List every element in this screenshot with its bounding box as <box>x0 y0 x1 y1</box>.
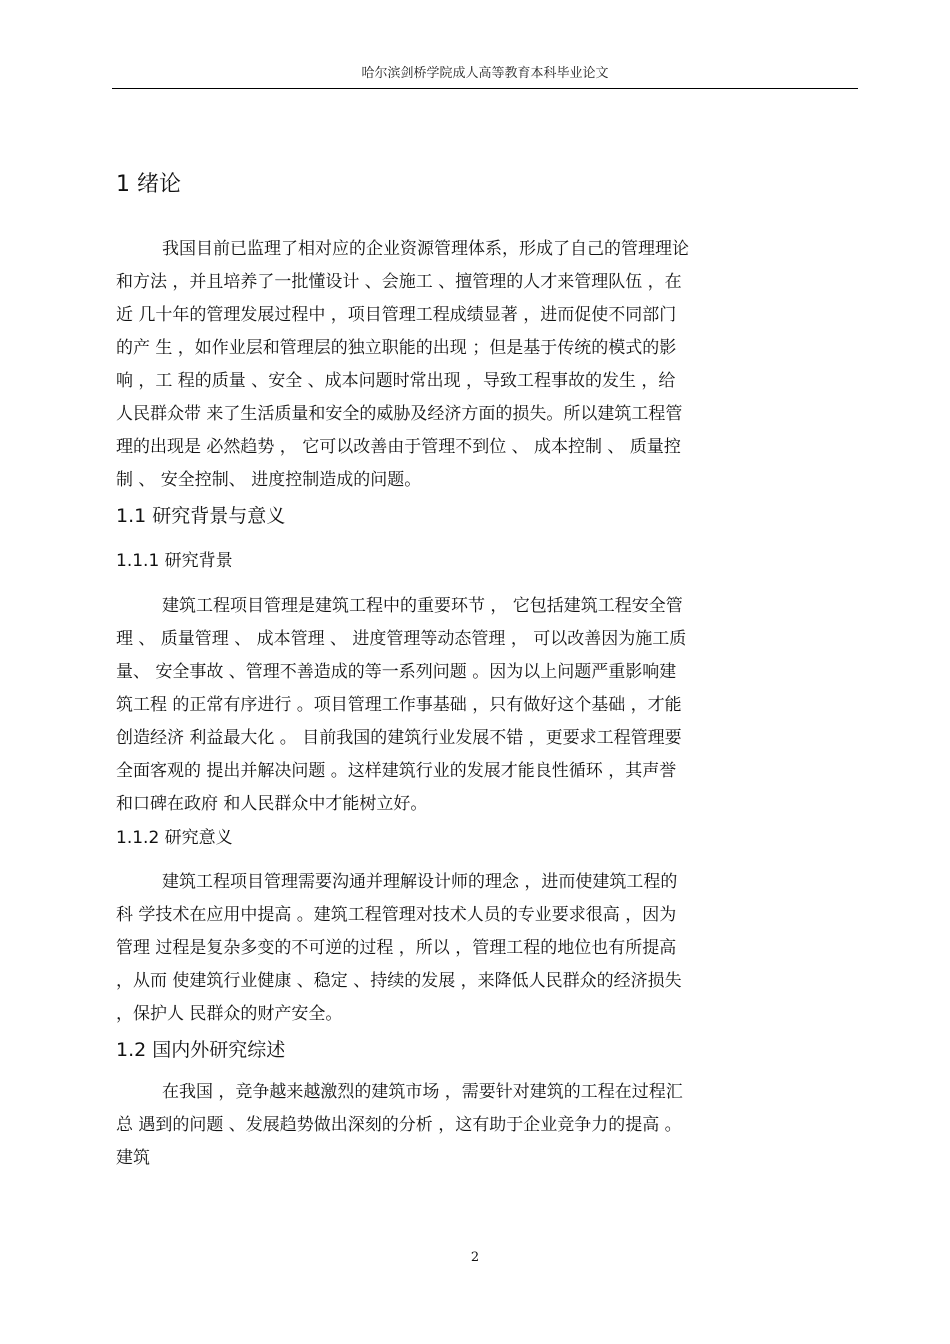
text-line: 近 几十年的管理发展过程中 ，项目管理工程成绩显著 ，进而促使不同部门 <box>116 305 677 325</box>
text-line: 创造经济 利益最大化 。 目前我国的建筑行业发展不错 ，更要求工程管理要 <box>116 728 682 748</box>
text-line: 人民群众带 来了生活质量和安全的威胁及经济方面的损失。所以建筑工程管 <box>116 404 683 424</box>
significance-paragraph <box>116 866 860 1031</box>
subsection-heading: 1.1.2 研究意义 <box>116 828 233 848</box>
text-line: 和方法 ，并且培养了一批懂设计 、会施工 、擅管理的人才来管理队伍 ，在 <box>116 272 682 292</box>
text-line: 全面客观的 提出并解决问题 。这样建筑行业的发展才能良性循环 ，其声誉 <box>116 761 677 781</box>
text-line: 筑工程 的正常有序进行 。项目管理工作事基础 ，只有做好这个基础 ，才能 <box>116 695 682 715</box>
chapter-title: 1 绪论 <box>116 172 181 197</box>
background-paragraph <box>116 590 860 821</box>
text-line: 响 ，工 程的质量 、安全 、成本问题时常出现 ，导致工程事故的发生 ，给 <box>116 371 676 391</box>
text-line: 总 遇到的问题 、发展趋势做出深刻的分析 ，这有助于企业竞争力的提高 。 <box>116 1115 682 1135</box>
text-line: 理的出现是 必然趋势 ， 它可以改善由于管理不到位 、 成本控制 、 质量控 <box>116 437 681 457</box>
text-line: 制 、 安全控制、 进度控制造成的问题。 <box>116 470 422 490</box>
text-line: 建筑 <box>116 1148 150 1168</box>
text-line: 我国目前已监理了相对应的企业资源管理体系，形成了自己的管理理论 <box>162 239 689 259</box>
header-rule <box>112 88 858 89</box>
text-line: 量、 安全事故 、管理不善造成的等一系列问题 。因为以上问题严重影响建 <box>116 662 677 682</box>
text-line: 和口碑在政府 和人民群众中才能树立好。 <box>116 794 428 814</box>
intro-paragraph <box>116 233 860 497</box>
page-number: 2 <box>470 1250 480 1265</box>
text-line: 的产 生 ，如作业层和管理层的独立职能的出现 ；但是基于传统的模式的影 <box>116 338 677 358</box>
text-line: ，保护人 民群众的财产安全。 <box>116 1004 343 1024</box>
text-line: 建筑工程项目管理需要沟通并理解设计师的理念 ，进而使建筑工程的 <box>162 872 678 892</box>
text-line: 建筑工程项目管理是建筑工程中的重要环节 ， 它包括建筑工程安全管 <box>162 596 683 616</box>
section-heading: 1.2 国内外研究综述 <box>116 1039 286 1061</box>
text-line: 在我国 ，竞争越来越激烈的建筑市场 ，需要针对建筑的工程在过程汇 <box>162 1082 683 1102</box>
text-line: 理 、 质量管理 、 成本管理 、 进度管理等动态管理 ， 可以改善因为施工质 <box>116 629 687 649</box>
running-header: 哈尔滨剑桥学院成人高等教育本科毕业论文 <box>361 66 609 81</box>
review-paragraph <box>116 1076 860 1175</box>
subsection-heading: 1.1.1 研究背景 <box>116 551 233 571</box>
text-line: ，从而 使建筑行业健康 、稳定 、持续的发展 ，来降低人民群众的经济损失 <box>116 971 682 991</box>
text-line: 科 学技术在应用中提高 。建筑工程管理对技术人员的专业要求很高 ，因为 <box>116 905 677 925</box>
text-line: 管理 过程是复杂多变的不可逆的过程 ，所以 ，管理工程的地位也有所提高 <box>116 938 677 958</box>
section-heading: 1.1 研究背景与意义 <box>116 505 286 527</box>
